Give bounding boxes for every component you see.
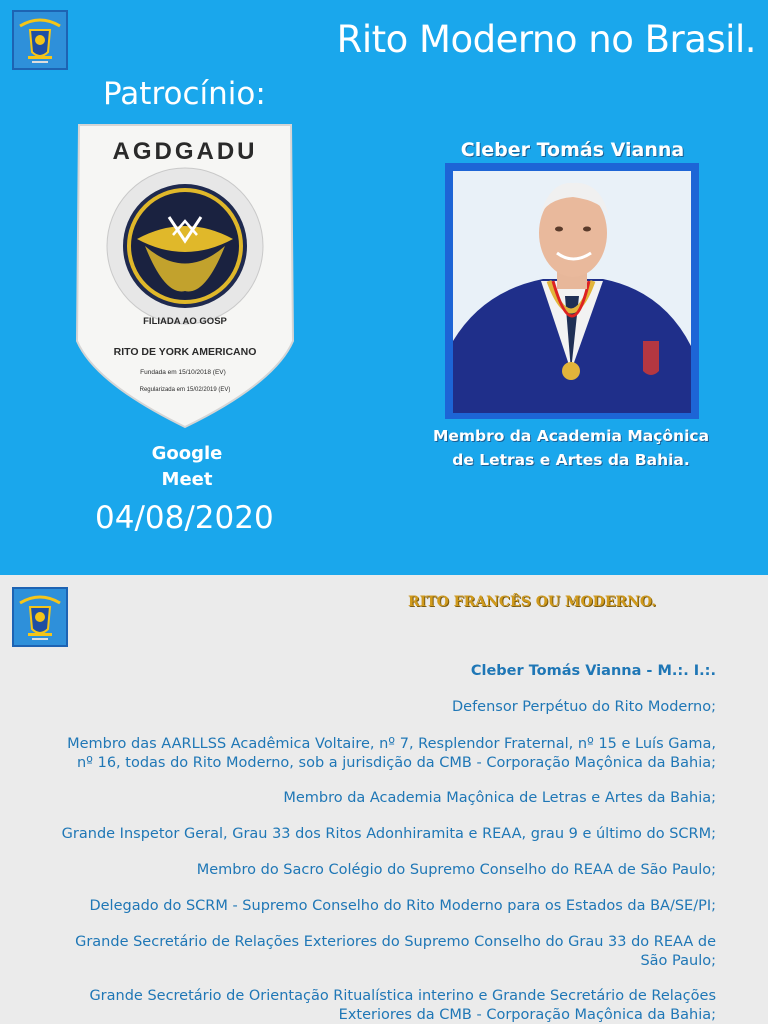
bio-item: Defensor Perpétuo do Rito Moderno; (451, 699, 716, 715)
event-date: 04/08/2020 (95, 500, 274, 536)
bio-item: Membro da Academia Maçônica de Letras e Artes da Bahia; (283, 790, 716, 806)
bio-item: Membro do Sacro Colégio do Supremo Conselho do REAA de São Paulo; (196, 862, 716, 878)
meeting-platform-line1: Google (151, 443, 223, 464)
crest-logo-icon (12, 10, 68, 70)
bio-item: Grande Inspetor Geral, Grau 33 dos Ritos Adonhiramita e REAA, grau 9 e último do SCRM; (61, 826, 716, 842)
lodge-banner (75, 121, 295, 431)
speaker-caption-line1: Membro da Academia Maçônica (432, 427, 710, 445)
banner-affiliation: FILIADA AO GOSP (143, 316, 227, 327)
bio-name: Cleber Tomás Vianna - M.:. I.:. (470, 663, 716, 679)
meeting-platform-line2: Meet (161, 469, 213, 490)
banner-founded: Fundada em 15/10/2018 (EV) (140, 369, 226, 376)
speaker-name: Cleber Tomás Vianna (460, 139, 685, 161)
slide2-title: RITO FRANCÊS OU MODERNO. (408, 594, 657, 610)
patrocinio-label: Patrocínio: (103, 76, 266, 112)
banner-header: AGDGADU (112, 138, 258, 165)
bio-item: Membro das AARLLSS Acadêmica Voltaire, nº 7, Resplendor Fraternal, nº 15 e Luís Gama, nº 16, todas do Rito Moderno, sob a jurisdição da CMB - Corporação Maçônica da Bahia; (67, 736, 716, 771)
crest-logo-icon (12, 587, 68, 647)
speaker-photo (445, 163, 699, 419)
banner-regularized: Regularizada em 15/02/2019 (EV) (139, 387, 231, 393)
bio-item: Grande Secretário de Relações Exteriores do Supremo Conselho do Grau 33 do REAA de São Paulo; (75, 934, 716, 969)
slide-title: Rito Moderno no Brasil. (336, 18, 756, 61)
speaker-caption-line2: de Letras e Artes da Bahia. (452, 451, 690, 469)
banner-rite: RITO DE YORK AMERICANO (113, 346, 257, 358)
bio-item: Grande Secretário de Orientação Ritualística interino e Grande Secretário de Relações Exteriores da CMB - Corporação Maçônica da Bahia; (89, 988, 716, 1023)
bio-item: Delegado do SCRM - Supremo Conselho do Rito Moderno para os Estados da BA/SE/PI; (89, 898, 716, 914)
